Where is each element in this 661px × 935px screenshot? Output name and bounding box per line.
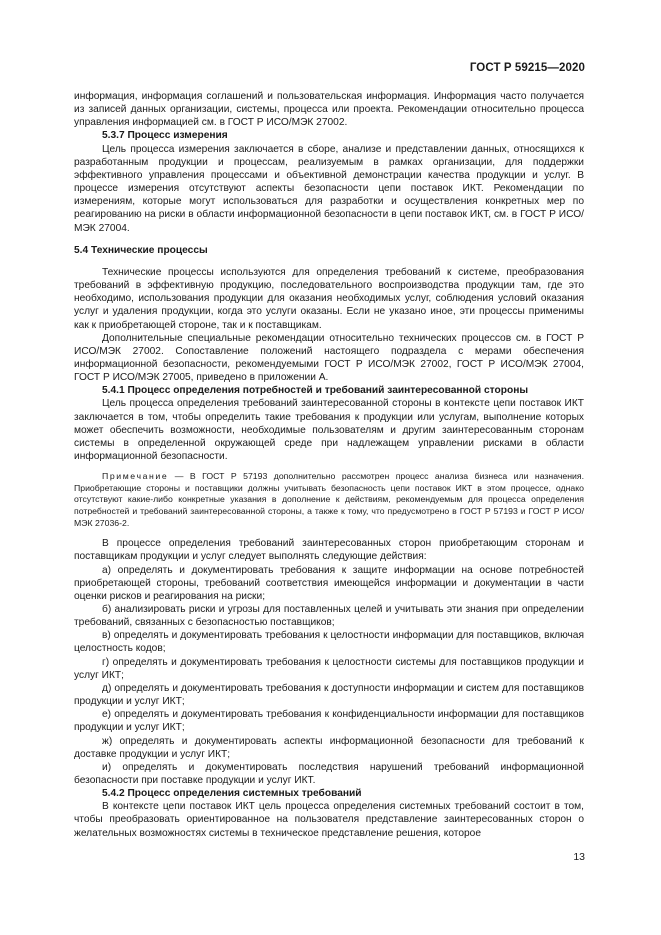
list-item: б) анализировать риски и угрозы для поставленных целей и учитывать эти знания при определении требований, связанных с безопасностью поставщиков; [74, 603, 584, 629]
list-item: а) определять и документировать требования к защите информации на основе потребностей приобретающей стороны, требований соответствия имеющейся информации и документации в части оценки рисков и реагирования на риски; [74, 564, 584, 602]
list-item: д) определять и документировать требования к доступности информации и систем для поставщиков продукции и услуг ИКТ; [74, 682, 584, 708]
note-paragraph [74, 471, 584, 529]
list-item: г) определять и документировать требования к целостности системы для поставщиков продукции и услуг ИКТ; [74, 656, 584, 681]
body-paragraph: В процессе определения требований заинтересованных сторон приобретающим сторонам и поставщикам продукции и услуг следует выполнять следующие действия: [74, 538, 584, 563]
note-label: Примечание [102, 471, 169, 482]
list-item: в) определять и документировать требования к целостности информации для поставщиков, включая целостность кодов; [74, 630, 584, 655]
body-paragraph: Цель процесса измерения заключается в сборе, анализе и представлении данных, относящихся к разработанным продукции и процессам, реализуемым в рамках организации, для поддержки эффективного управления процессами и объективной демонстрации качества продукции и услуг. В процессе измерения отсутствуют аспекты безопасности цепи поставок ИКТ. Рекомендации по измерениям, которые могут использоваться для разработки и осуществления конкретных мер по реагированию на риски в области информационной безопасности в цепи поставок ИКТ, см. в ГОСТ Р ИСО/МЭК 27004. [74, 143, 584, 234]
list-item: е) определять и документировать требования к конфиденциальности информации для поставщиков продукции и услуг ИКТ; [74, 709, 584, 734]
section-heading: 5.3.7 Процесс измерения [102, 130, 228, 142]
note-text: — В ГОСТ Р 57193 дополнительно рассмотрен процесс анализа бизнеса или назначения. Приобретающие стороны и поставщики должны учитывать безопасность цепи поставок ИКТ в этом процессе, однако отсутствуют какие-либо конкретные указания в дополнение к действиям, рекомендуемым для процесса определения потребностей и требований заинтересованной стороны, а также к тому, что предусмотрено в ГОСТ Р 57193 и ГОСТ Р ИСО/МЭК 27036-2. [74, 471, 584, 528]
section-heading: 5.4.2 Процесс определения системных требований [102, 788, 362, 800]
body-paragraph: В контексте цепи поставок ИКТ цель процесса определения системных требований состоит в том, чтобы преобразовать ориентированное на пользователя представление заинтересованных сторон о желательных возможностях системы в техническое представление решения, которое [74, 801, 584, 839]
body-paragraph: Цель процесса определения требований заинтересованной стороны в контексте цепи поставок ИКТ заключается в том, чтобы определить такие требования к продукции или услугам, выполнение которых может обеспечить возможности, необходимые пользователям и другим заинтересованным сторонам системы в определенной окружающей среде при надлежащем управлении рисками в области информационной безопасности. [74, 398, 584, 463]
section-heading: 5.4.1 Процесс определения потребностей и требований заинтересованной стороны [102, 385, 529, 397]
body-paragraph: Дополнительные специальные рекомендации относительно технических процессов см. в ГОСТ Р ИСО/МЭК 27002. Сопоставление положений настоящего подраздела с мерами обеспечения информационной безопасности, рекомендуемыми ГОСТ Р ИСО/МЭК 27002, ГОСТ Р ИСО/МЭК 27004, ГОСТ Р ИСО/МЭК 27005, приведено в приложении А. [74, 332, 584, 384]
document-id-header: ГОСТ Р 59215—2020 [469, 62, 585, 74]
body-paragraph: Технические процессы используются для определения требований к системе, преобразования требований в эффективную продукцию, последовательного воспроизводства продукции там, где это необходимо, использования продукции для оказания необходимых услуг, соблюдения условий оказания услуг и удаления продукции, когда это услуги оказаны. Если не указано иное, эти процессы применимы как к приобретающей стороне, так и к поставщикам. [74, 266, 584, 331]
section-heading: 5.4 Технические процессы [74, 244, 208, 256]
body-paragraph: информация, информация соглашений и пользовательская информация. Информация часто получается из записей данных организации, системы, процесса или проекта. Рекомендации относительно процесса управления информацией см. в ГОСТ Р ИСО/МЭК 27002. [74, 91, 584, 129]
page-number: 13 [573, 851, 585, 863]
list-item: ж) определять и документировать аспекты информационной безопасности для требований к доставке продукции и услуг ИКТ; [74, 735, 584, 760]
page-body [74, 90, 584, 840]
list-item: и) определять и документировать последствия нарушений требований информационной безопасности при поставке продукции и услуг ИКТ. [74, 761, 584, 786]
